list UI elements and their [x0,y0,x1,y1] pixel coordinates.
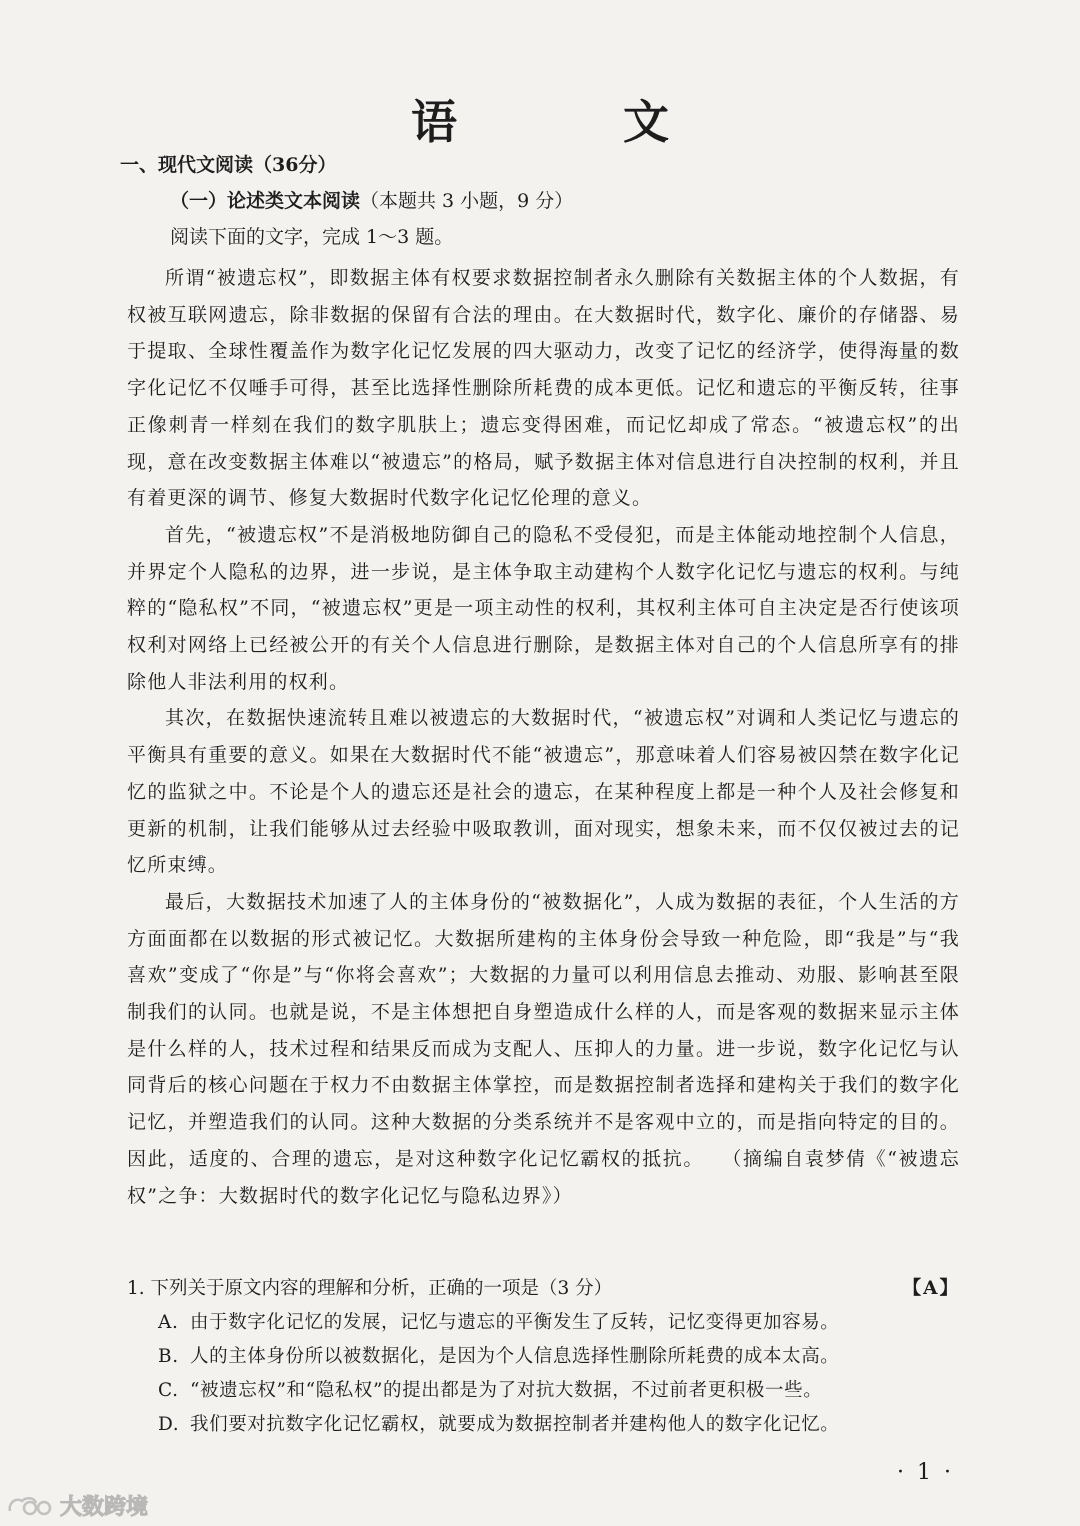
option-text: 由于数字化记忆的发展，记忆与遗忘的平衡发生了反转，记忆变得更加容易。 [190,1312,840,1333]
option-key: D. [158,1414,180,1435]
option-key: C. [158,1380,179,1401]
option-text: “被遗忘权”和“隐私权”的提出都是为了对抗大数据，不过前者更积极一些。 [190,1380,823,1401]
subsection-note: （本题共 3 小题，9 分） [360,190,574,212]
paragraph [127,884,960,1214]
article-body [127,260,960,1214]
logo-icon [6,1493,56,1519]
paragraph: 首先，“被遗忘权”不是消极地防御自己的隐私不受侵犯，而是主体能动地控制个人信息，并界定个人隐私的边界，进一步说，是主体争取主动建构个人数字化记忆与遗忘的权利。与纯粹的“隐私权”不同，“被遗忘权”更是一项主动性的权利，其权利主体可自主决定是否行使该项权利对网络上已经被公开的有关个人信息进行删除，是数据主体对自己的个人信息所享有的排除他人非法利用的权利。 [127,523,960,693]
page-title: 语 文 [411,95,729,149]
page-number: · 1 · [897,1460,954,1485]
option-key: A. [158,1312,179,1333]
option-c [127,1374,960,1408]
question-stem-row [127,1272,960,1306]
section-heading: 一、现代文阅读（36分） [120,154,337,176]
question-1 [127,1272,960,1442]
paragraph: 所谓“被遗忘权”，即数据主体有权要求数据控制者永久删除有关数据主体的个人数据，有权被互联网遗忘，除非数据的保留有合法的理由。在大数据时代，数字化、廉价的存储器、易于提取、全球性覆盖作为数字化记忆发展的四大驱动力，改变了记忆的经济学，使得海量的数字化记忆不仅唾手可得，甚至比选择性删除所耗费的成本更低。记忆和遗忘的平衡反转，往事正像刺青一样刻在我们的数字肌肤上；遗忘变得困难，而记忆却成了常态。“被遗忘权”的出现，意在改变数据主体难以“被遗忘”的格局，赋予数据主体对信息进行自决控制的权利，并且有着更深的调节、修复大数据时代数字化记忆伦理的意义。 [127,267,960,510]
question-stem: 1. 下列关于原文内容的理解和分析，正确的一项是（3 分） [127,1278,613,1299]
watermark [6,1490,148,1521]
option-d [127,1408,960,1442]
subsection-heading [170,186,573,213]
paragraph: 其次，在数据快速流转且难以被遗忘的大数据时代，“被遗忘权”对调和人类记忆与遗忘的平衡具有重要的意义。如果在大数据时代不能“被遗忘”，那意味着人们容易被囚禁在数字化记忆的监狱之中。不论是个人的遗忘还是社会的遗忘，在某种程度上都是一种个人及社会修复和更新的机制，让我们能够从过去经验中吸取教训，面对现实，想象未来，而不仅仅被过去的记忆所束缚。 [127,707,960,877]
answer-key: 【A】 [902,1278,960,1299]
paragraph-text: 最后，大数据技术加速了人的主体身份的“被数据化”，人成为数据的表征，个人生活的方方面面都在以数据的形式被记忆。大数据所建构的主体身份会导致一种危险，即“我是”与“我喜欢”变成了“你是”与“你将会喜欢”；大数据的力量可以利用信息去推动、劝服、影响甚至限制我们的认同。也就是说，不是主体想把自身塑造成什么样的人，而是客观的数据来显示主体是什么样的人，技术过程和结果反而成为支配人、压抑人的力量。进一步说，数字化记忆与认同背后的核心问题在于权力不由数据主体掌控，而是数据控制者选择和建构关于我们的数字化记忆，并塑造我们的认同。这种大数据的分类系统并不是客观中立的，而是指向特定的目的。因此，适度的、合理的遗忘，是对这种数字化记忆霸权的抵抗。 [127,890,960,1170]
reading-instruction: 阅读下面的文字，完成 1～3 题。 [170,226,454,248]
option-text: 人的主体身份所以被数据化，是因为个人信息选择性删除所耗费的成本太高。 [190,1346,840,1367]
option-a [127,1306,960,1340]
option-text: 我们要对抗数字化记忆霸权，就要成为数据控制者并建构他人的数字化记忆。 [190,1414,840,1435]
source-citation: （摘编自袁梦倩《“被遗忘权”之争：大数据时代的数字化记忆与隐私边界》） [127,1147,960,1207]
option-b [127,1340,960,1374]
subsection-title: （一）论述类文本阅读 [170,190,361,212]
option-key: B. [158,1346,179,1367]
watermark-text: 大数跨境 [60,1495,149,1520]
